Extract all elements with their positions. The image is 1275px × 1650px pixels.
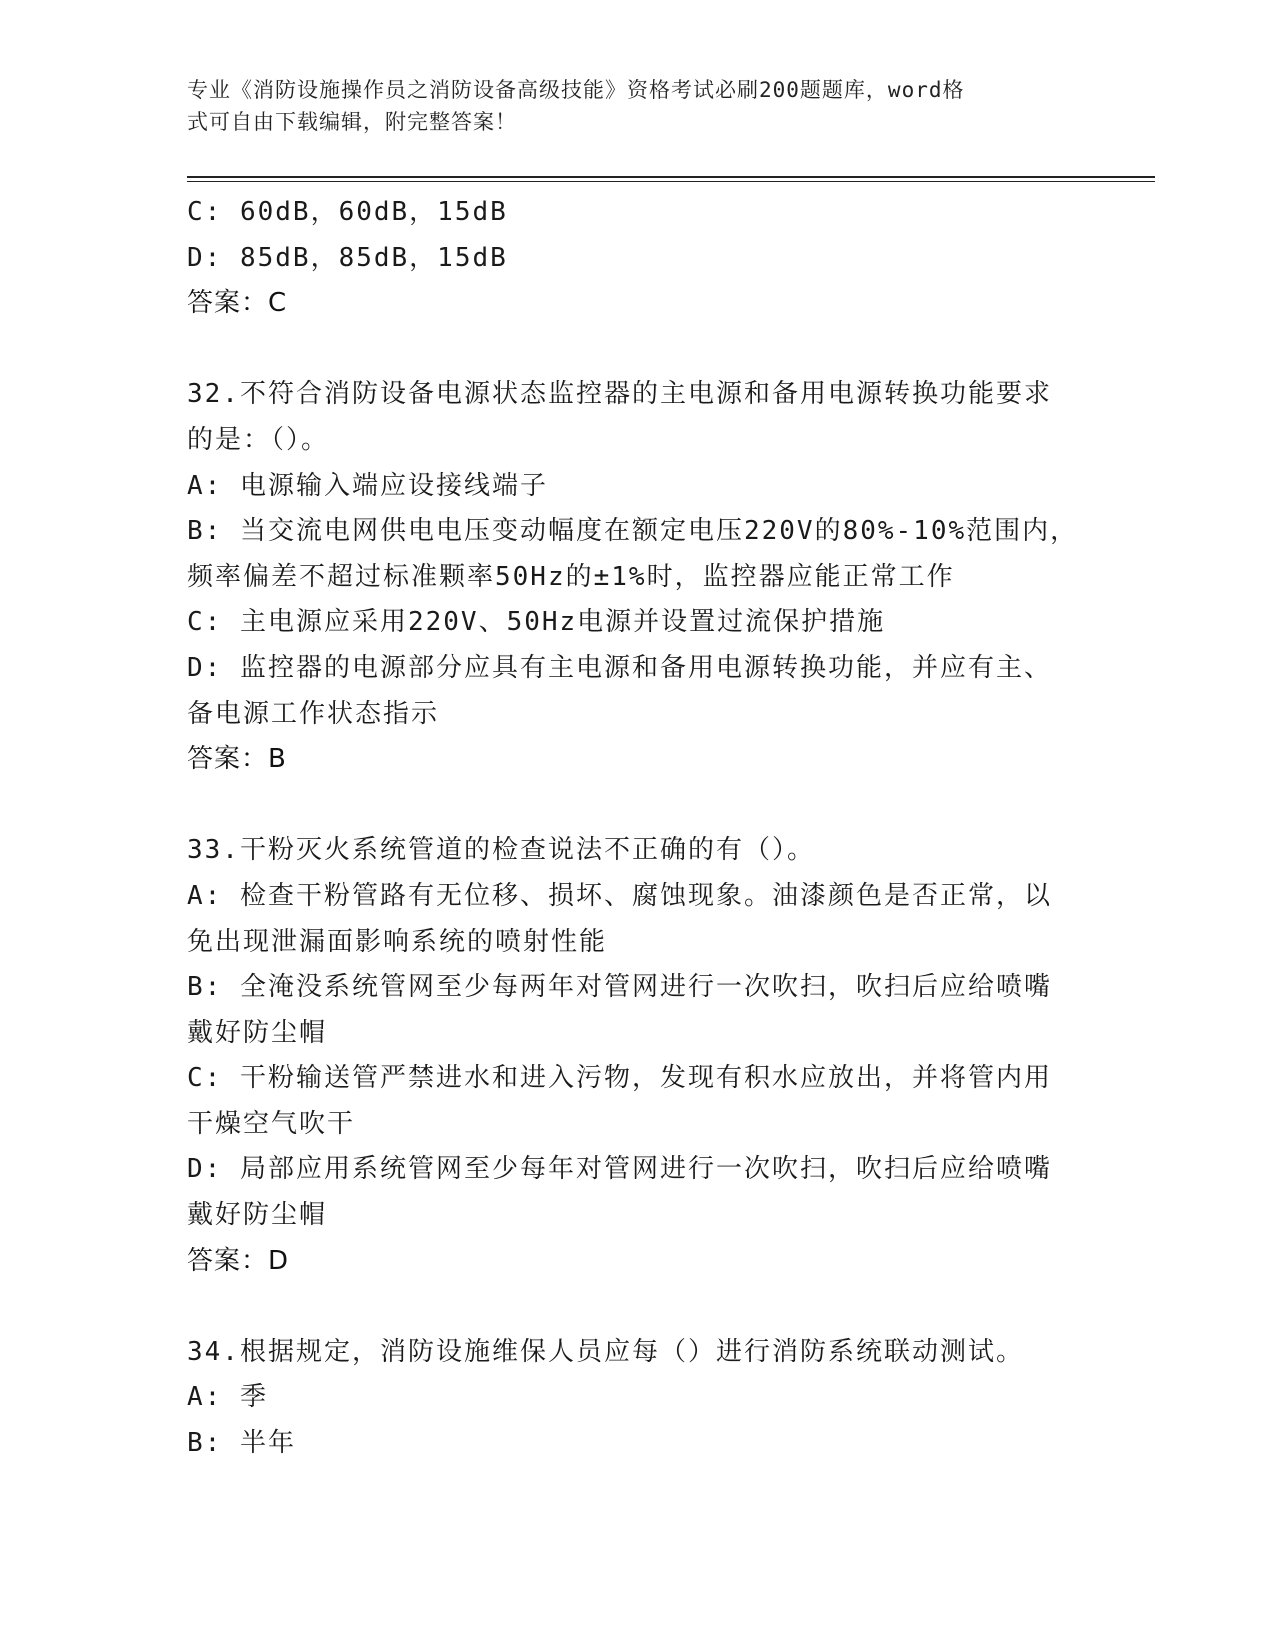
option-b-cont: 频率偏差不超过标准颗率50Hz的±1%时，监控器应能正常工作: [187, 561, 955, 592]
option-c: C: 60dB，60dB，15dB: [187, 197, 508, 227]
question-34: [187, 1330, 1087, 1467]
answer: 答案：D: [187, 1245, 290, 1276]
option-d-cont: 戴好防尘帽: [187, 1200, 328, 1231]
header-rule-thick: [187, 176, 1155, 178]
question-stem: 33.干粉灭火系统管道的检查说法不正确的有（）。: [187, 835, 815, 866]
option-b: B: 当交流电网供电电压变动幅度在额定电压220V的80%-10%范围内，: [187, 516, 1079, 547]
page-header: [187, 74, 1087, 138]
option-c-cont: 干燥空气吹干: [187, 1108, 356, 1139]
answer: 答案：B: [187, 744, 287, 775]
spacer: [187, 327, 1087, 373]
question-stem: 32.不符合消防设备电源状态监控器的主电源和备用电源转换功能要求: [187, 379, 1052, 410]
spacer: [187, 783, 1087, 829]
option-d: D: 85dB，85dB，15dB: [187, 242, 508, 273]
option-b: B: 全淹没系统管网至少每两年对管网进行一次吹扫，吹扫后应给喷嘴: [187, 972, 1052, 1003]
header-line-2: 式可自由下载编辑，附完整答案！: [187, 110, 517, 134]
question-31-tail: [187, 190, 1087, 327]
question-33: [187, 828, 1087, 1284]
option-d: D: 局部应用系统管网至少每年对管网进行一次吹扫，吹扫后应给喷嘴: [187, 1154, 1052, 1185]
option-a: A: 电源输入端应设接线端子: [187, 470, 548, 501]
option-d: D: 监控器的电源部分应具有主电源和备用电源转换功能，并应有主、: [187, 652, 1052, 683]
option-c: C: 主电源应采用220V、50Hz电源并设置过流保护措施: [187, 607, 886, 638]
option-a: A: 季: [187, 1382, 268, 1413]
header-line-1: 专业《消防设施操作员之消防设备高级技能》资格考试必刷200题题库，word格: [187, 78, 965, 102]
option-b-cont: 戴好防尘帽: [187, 1017, 328, 1048]
option-c: C: 干粉输送管严禁进水和进入污物，发现有积水应放出，并将管内用: [187, 1063, 1052, 1094]
spacer: [187, 1284, 1087, 1330]
question-list: [187, 190, 1087, 1467]
option-a-cont: 免出现泄漏面影响系统的喷射性能: [187, 926, 608, 957]
question-stem: 34.根据规定，消防设施维保人员应每（）进行消防系统联动测试。: [187, 1336, 1024, 1367]
option-b: B: 半年: [187, 1428, 296, 1459]
question-stem-cont: 的是：（）。: [187, 424, 330, 455]
question-32: [187, 372, 1087, 782]
answer: 答案：C: [187, 288, 288, 319]
option-a: A: 检查干粉管路有无位移、损坏、腐蚀现象。油漆颜色是否正常，以: [187, 880, 1052, 911]
header-rule-thin: [187, 181, 1155, 182]
option-d-cont: 备电源工作状态指示: [187, 698, 440, 729]
